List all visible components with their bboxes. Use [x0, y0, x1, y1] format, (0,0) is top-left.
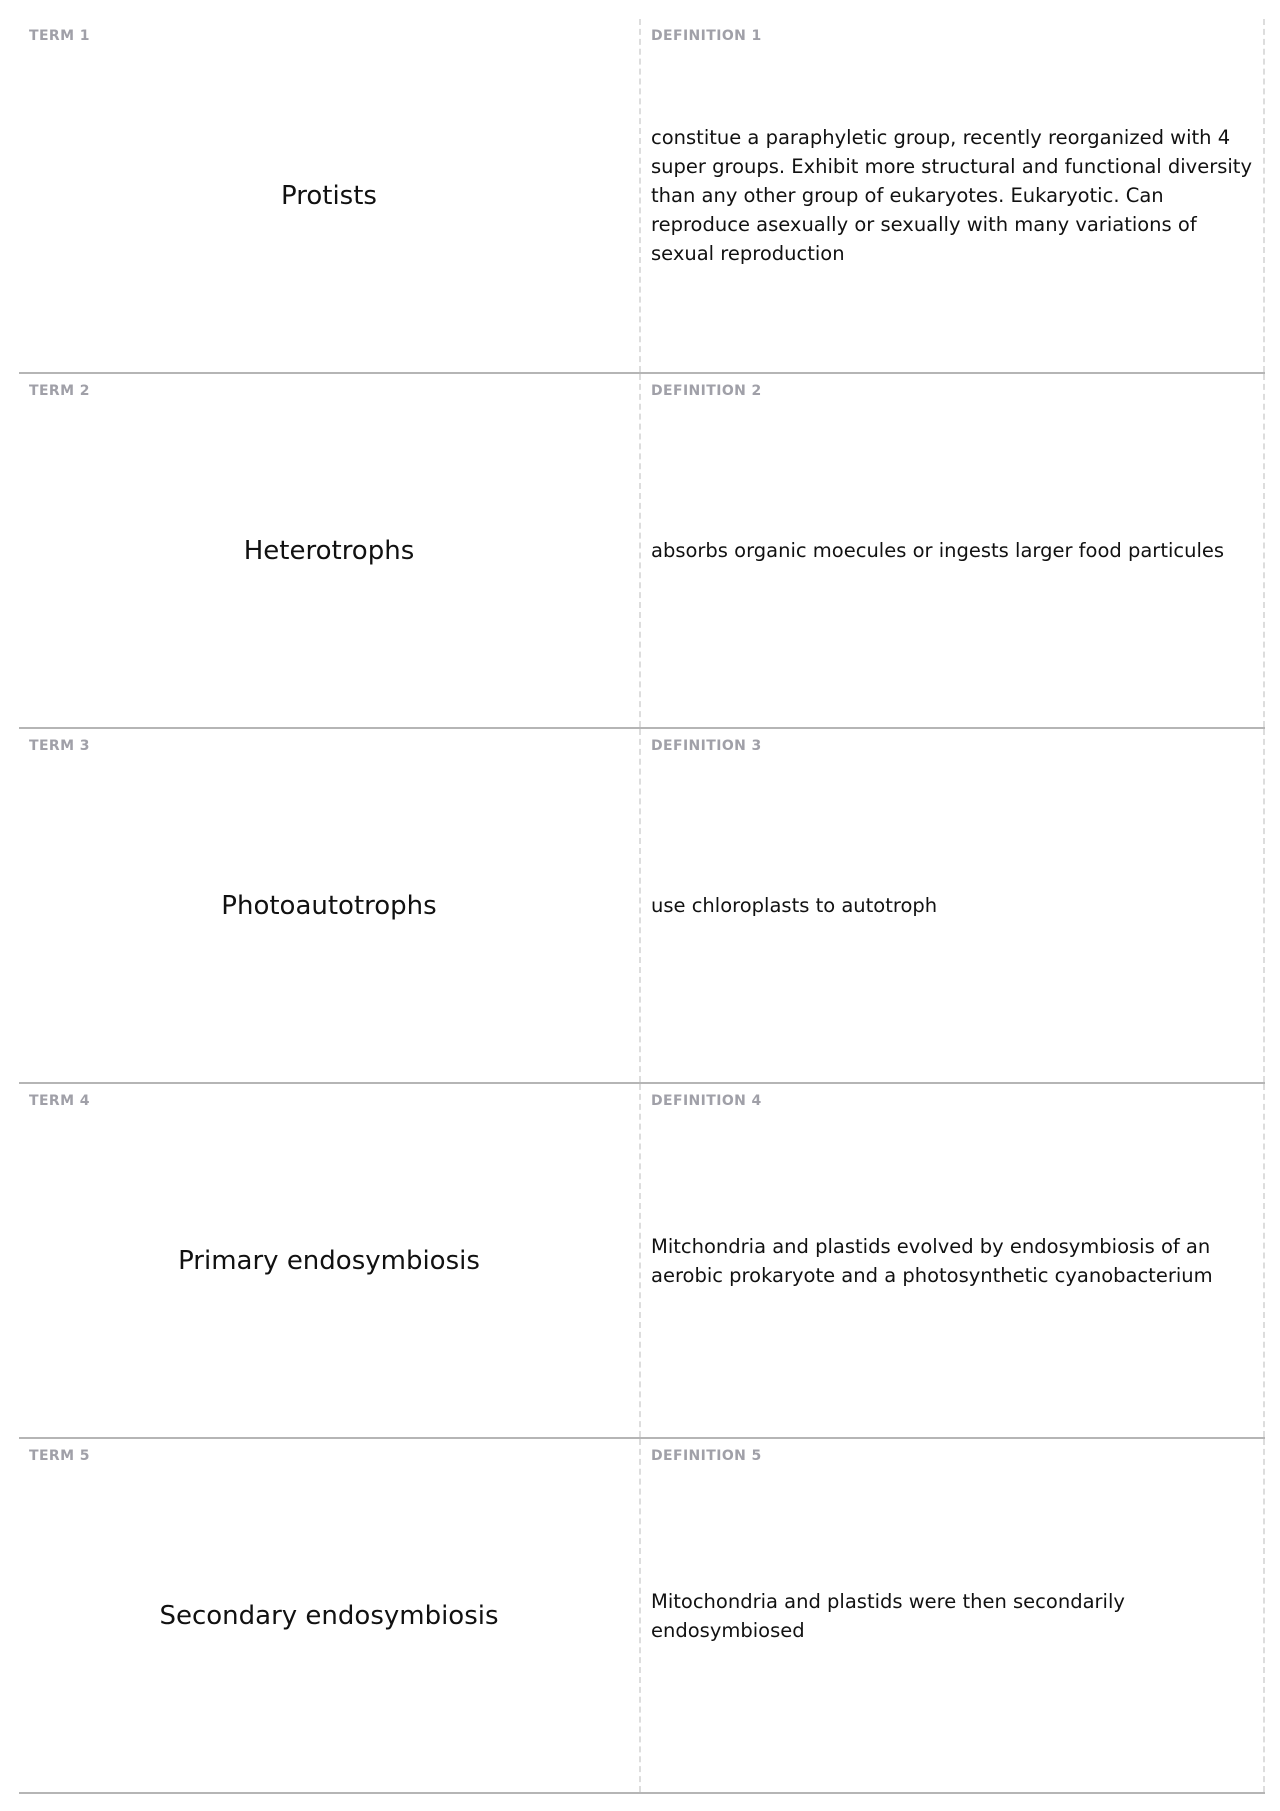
flashcard-sheet [19, 19, 1265, 1794]
term-cell-4 [19, 1084, 641, 1437]
definition-text-1-wrap [651, 19, 1255, 372]
definition-cell-4 [641, 1084, 1265, 1437]
term-label-2: TERM 2 [29, 383, 90, 399]
card-row-1 [19, 19, 1265, 374]
definition-label-3: DEFINITION 3 [651, 738, 762, 754]
term-text-3: Photoautotrophs [221, 890, 437, 921]
term-text-1: Protists [281, 180, 377, 211]
term-text-5: Secondary endosymbiosis [159, 1600, 499, 1631]
definition-label-5: DEFINITION 5 [651, 1448, 762, 1464]
definition-cell-2 [641, 374, 1265, 727]
definition-label-4: DEFINITION 4 [651, 1093, 762, 1109]
definition-label-1: DEFINITION 1 [651, 28, 762, 44]
definition-text-5: Mitochondria and plastids were then secondarily endosymbiosed [651, 1589, 1125, 1642]
definition-text-5-wrap [651, 1439, 1255, 1792]
card-row-5 [19, 1439, 1265, 1794]
card-row-3 [19, 729, 1265, 1084]
card-row-4 [19, 1084, 1265, 1439]
definition-text-1: constitue a paraphyletic group, recently reorganized with 4 super groups. Exhibit more structural and functional diversity than any other group of eukaryotes. Eukaryotic. Can reproduce asexually or sexually with many variations of sexual reproduction [651, 126, 1252, 265]
term-label-5: TERM 5 [29, 1448, 90, 1464]
term-text-4: Primary endosymbiosis [178, 1245, 480, 1276]
definition-cell-1 [641, 19, 1265, 372]
term-cell-5 [19, 1439, 641, 1792]
definition-label-2: DEFINITION 2 [651, 383, 762, 399]
term-cell-2 [19, 374, 641, 727]
definition-text-2: absorbs organic moecules or ingests larger food particules [651, 539, 1225, 562]
definition-cell-3 [641, 729, 1265, 1082]
card-row-2 [19, 374, 1265, 729]
definition-text-2-wrap [651, 374, 1255, 727]
definition-text-4-wrap [651, 1084, 1255, 1437]
term-label-1: TERM 1 [29, 28, 90, 44]
definition-cell-5 [641, 1439, 1265, 1792]
definition-text-3-wrap [651, 729, 1255, 1082]
term-cell-1 [19, 19, 641, 372]
definition-text-3: use chloroplasts to autotroph [651, 894, 938, 917]
definition-text-4: Mitchondria and plastids evolved by endosymbiosis of an aerobic prokaryote and a photosynthetic cyanobacterium [651, 1234, 1213, 1287]
term-label-3: TERM 3 [29, 738, 90, 754]
term-cell-3 [19, 729, 641, 1082]
term-label-4: TERM 4 [29, 1093, 90, 1109]
term-text-2: Heterotrophs [243, 535, 415, 566]
